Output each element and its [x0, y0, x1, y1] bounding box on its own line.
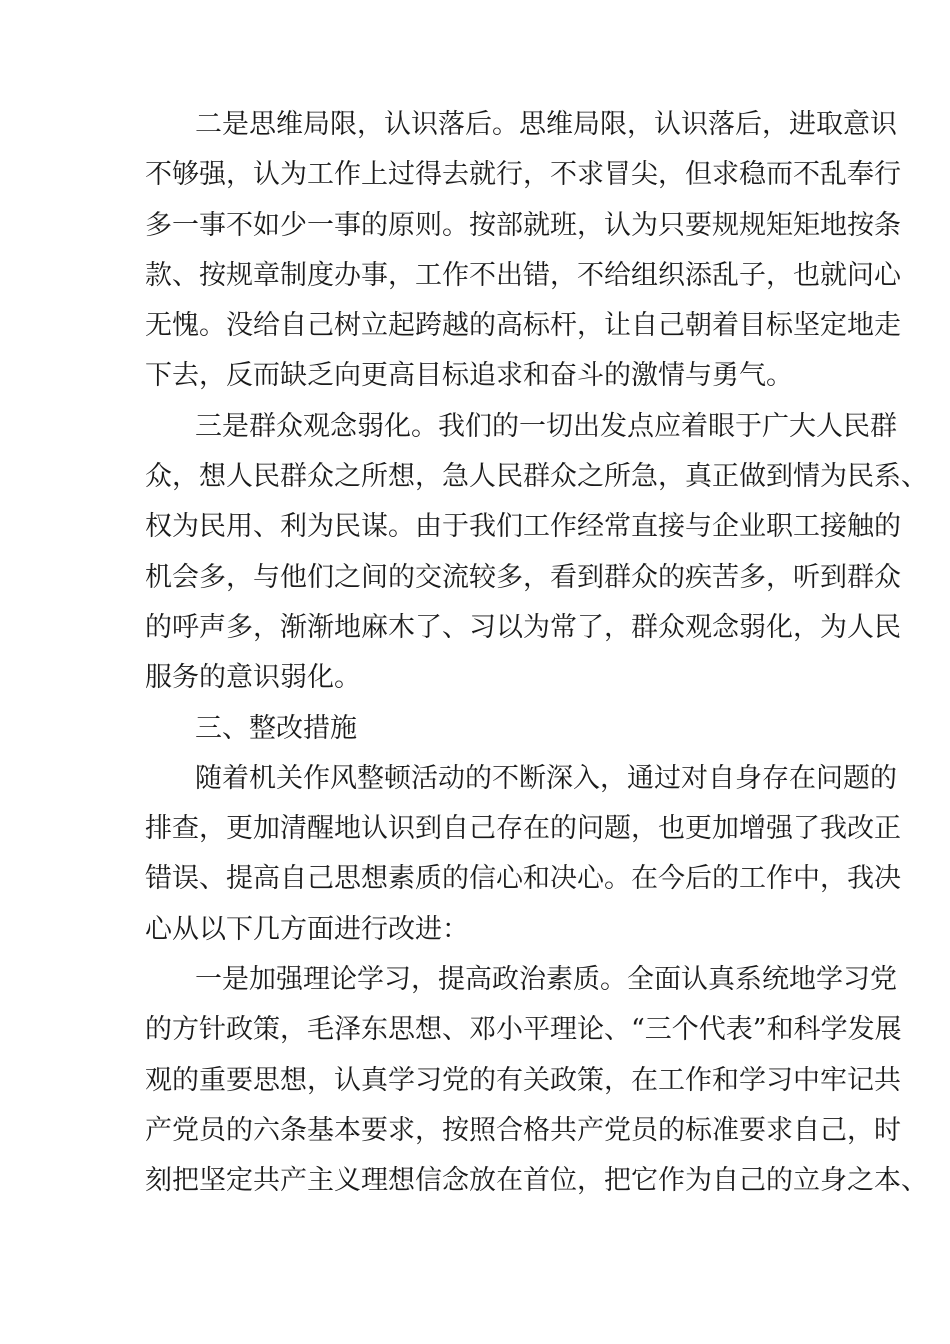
text-line: 多一事不如少一事的原则。按部就班，认为只要规规矩矩地按条	[145, 209, 901, 241]
text-line: 的呼声多，渐渐地麻木了、习以为常了，群众观念弱化，为人民	[145, 611, 901, 643]
text-line: 权为民用、利为民谋。由于我们工作经常直接与企业职工接触的	[145, 511, 901, 543]
text-line: 观的重要思想，认真学习党的有关政策，在工作和学习中牢记共	[145, 1064, 901, 1096]
text-line: 无愧。没给自己树立起跨越的高标杆，让自己朝着目标坚定地走	[145, 310, 901, 342]
text-line: 产党员的六条基本要求，按照合格共产党员的标准要求自己，时	[145, 1114, 901, 1146]
text-line: 款、按规章制度办事，工作不出错，不给组织添乱子，也就问心	[145, 259, 901, 291]
text-line: 二是思维局限，认识落后。思维局限，认识落后，进取意识	[195, 109, 897, 140]
text-line: 一是加强理论学习，提高政治素质。全面认真系统地学习党	[195, 964, 897, 996]
text-line: 排查，更加清醒地认识到自己存在的问题，也更加增强了我改正	[145, 813, 901, 845]
text-line: 不够强，认为工作上过得去就行，不求冒尖，但求稳而不乱奉行	[145, 159, 901, 191]
text-line: 下去，反而缺乏向更高目标追求和奋斗的激情与勇气。	[145, 360, 793, 392]
section-heading: 三、整改措施	[195, 712, 357, 744]
document-body	[145, 100, 928, 1207]
text-line: 错误、提高自己思想素质的信心和决心。在今后的工作中，我决	[145, 863, 901, 895]
paragraph-thinking-limited	[145, 100, 901, 402]
paragraph-theory-study	[145, 955, 928, 1206]
paragraph-intro	[145, 754, 901, 955]
text-line: 三是群众观念弱化。我们的一切出发点应着眼于广大人民群	[195, 410, 897, 442]
text-line: 的方针政策，毛泽东思想、邓小平理论、“三个代表”和科学发展	[145, 1014, 902, 1046]
text-line: 随着机关作风整顿活动的不断深入，通过对自身存在问题的	[195, 762, 897, 794]
text-line: 众，想人民群众之所想，急人民群众之所急，真正做到情为民系、	[145, 461, 928, 493]
text-line: 服务的意识弱化。	[145, 662, 361, 694]
text-line: 机会多，与他们之间的交流较多，看到群众的疾苦多，听到群众	[145, 561, 901, 593]
text-line: 心从以下几方面进行改进：	[145, 913, 469, 945]
paragraph-mass-concept	[145, 402, 928, 704]
text-line: 刻把坚定共产主义理想信念放在首位，把它作为自己的立身之本、	[145, 1165, 928, 1197]
section-heading-rectification	[145, 704, 825, 754]
